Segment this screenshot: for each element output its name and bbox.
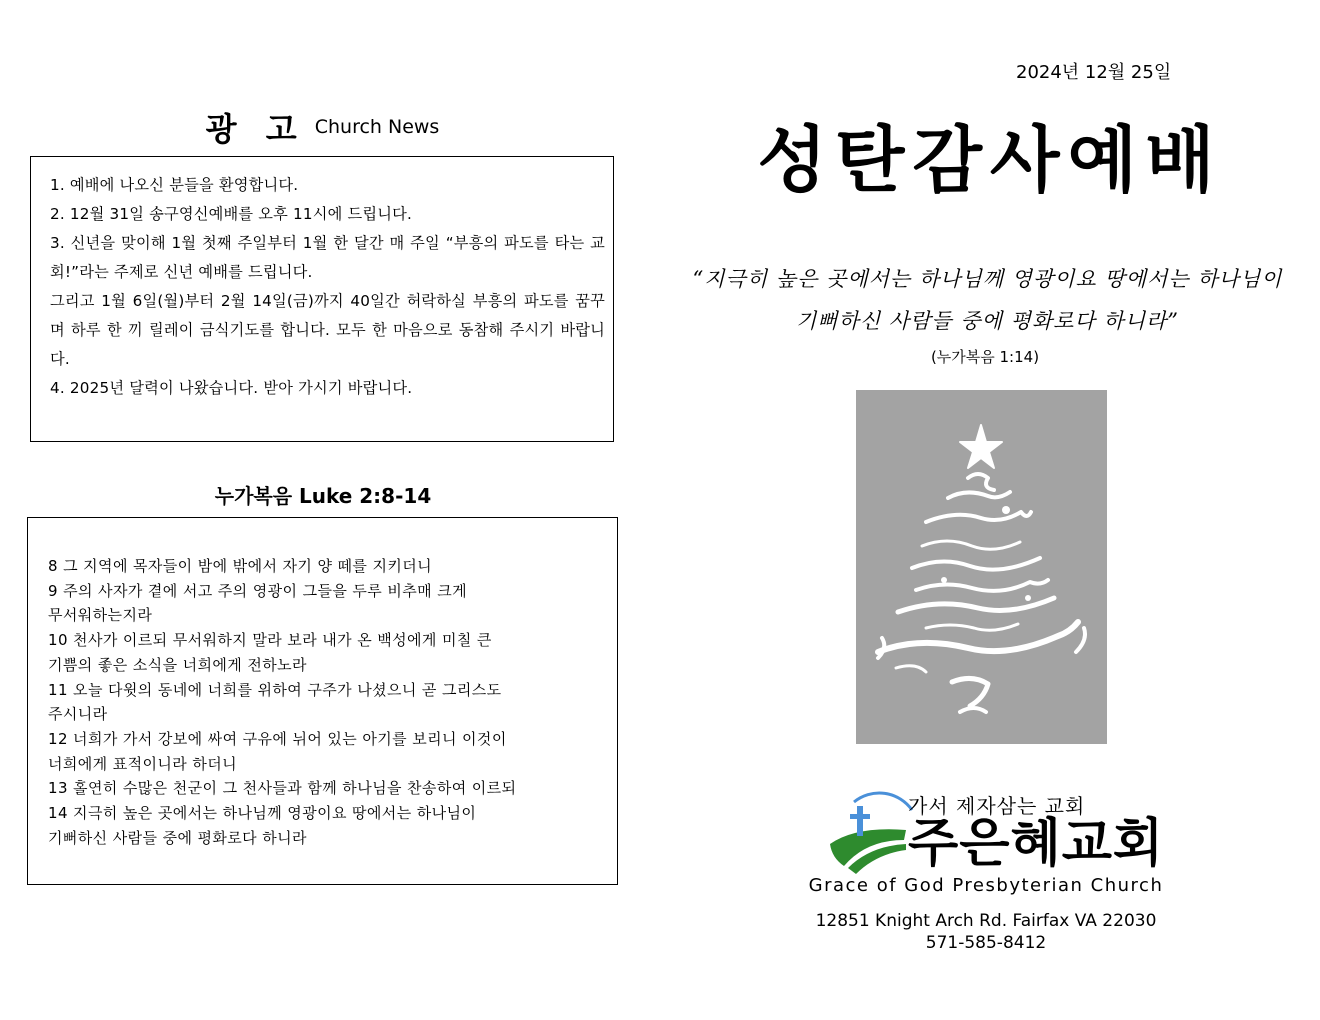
news-item: 2. 12월 31일 송구영신예배를 오후 11시에 드립니다. <box>50 205 413 223</box>
news-item: 4. 2025년 달력이 나왔습니다. 받아 가시기 바랍니다. <box>50 379 413 397</box>
church-address: 12851 Knight Arch Rd. Fairfax VA 22030 <box>815 911 1157 931</box>
news-item: 그리고 1월 6일(월)부터 2월 14일(금)까지 40일간 허락하실 부흥의 파도를 꿈꾸며 하루 한 끼 릴레이 금식기도를 합니다. 모두 한 마음으로 동참해 주시기 바랍니다. <box>50 292 605 368</box>
church-name-korean: 주은혜교회 <box>908 814 1165 874</box>
scripture-heading: 누가복음 Luke 2:8-14 <box>214 484 432 508</box>
church-contact <box>780 910 1192 954</box>
service-date: 2024년 12월 25일 <box>1016 62 1172 83</box>
news-item: 3. 신년을 맞이해 1월 첫째 주일부터 1월 한 달간 매 주일 “부흥의 파도를 타는 교회!”라는 주제로 신년 예배를 드립니다. <box>50 234 605 281</box>
cover-quote <box>680 258 1295 342</box>
church-name-english: Grace of God Presbyterian Church <box>808 875 1164 896</box>
cover-quote-line: “지극히 높은 곳에서는 하나님께 영광이요 땅에서는 하나님이 <box>692 267 1283 291</box>
cover-quote-line: 기뻐하신 사람들 중에 평화로다 하니라” <box>795 309 1179 333</box>
news-item: 1. 예배에 나오신 분들을 환영합니다. <box>50 176 299 194</box>
church-tagline: 가서 제자삼는 교회 <box>908 794 1086 818</box>
verse: 13 홀연히 수많은 천군이 그 천사들과 함께 하나님을 찬송하여 이르되 <box>48 779 517 798</box>
news-heading <box>0 104 645 150</box>
verse: 10 천사가 이르되 무서워하지 말라 보라 내가 온 백성에게 미칠 큰 기쁨의 좋은 소식을 너희에게 전하노라 <box>48 631 492 674</box>
news-heading-en: Church News <box>314 116 440 138</box>
scripture-box <box>27 517 618 885</box>
verse: 11 오늘 다윗의 동네에 너희를 위하여 구주가 나셨으니 곧 그리스도 주시니라 <box>48 680 502 724</box>
calligraphy-christmas-tree-image <box>856 390 1107 744</box>
verse: 14 지극히 높은 곳에서는 하나님께 영광이요 땅에서는 하나님이 기뻐하신 사람들 중에 평화로다 하니라 <box>48 804 477 847</box>
tree-artwork-icon <box>856 390 1107 744</box>
news-box <box>30 156 614 442</box>
service-title: 성탄감사예배 <box>757 118 1223 202</box>
news-heading-ko: 광 고 <box>205 110 306 148</box>
church-phone: 571-585-8412 <box>925 933 1047 953</box>
verse: 9 주의 사자가 곁에 서고 주의 영광이 그들을 두루 비추매 크게 무서워하는지라 <box>48 581 467 625</box>
cover-quote-reference: (누가복음 1:14) <box>930 348 1040 366</box>
cross-hill-logo-icon <box>826 788 916 878</box>
verse: 8 그 지역에 목자들이 밤에 밖에서 자기 양 떼를 지키더니 <box>48 557 433 575</box>
verse: 12 너희가 가서 강보에 싸여 구유에 뉘어 있는 아기를 보리니 이것이 너희에게 표적이니라 하더니 <box>48 729 507 773</box>
